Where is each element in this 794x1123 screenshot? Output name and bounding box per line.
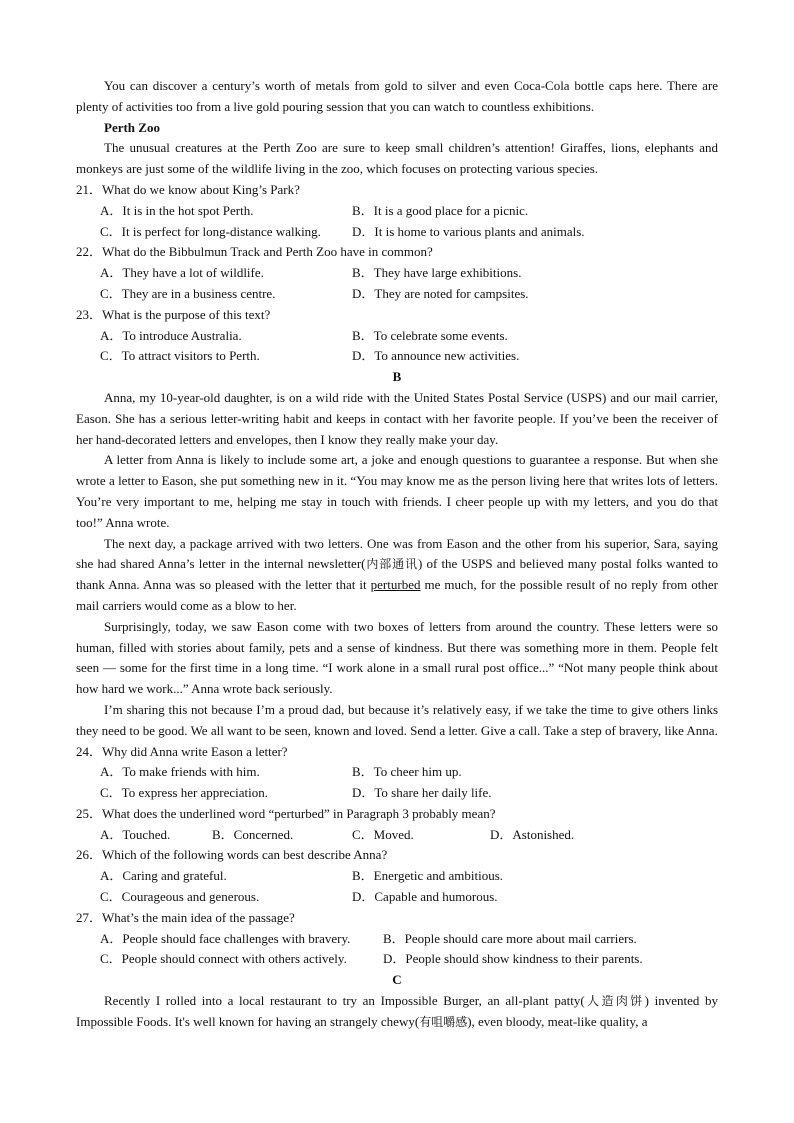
option-c[interactable]: C．They are in a business centre.	[100, 285, 276, 301]
section-b-paragraph-1: Anna, my 10-year-old daughter, is on a wild ride with the United States Postal Service (USPS) and our mail carrier, Eason. She has a serious letter-writing habit and keeps in contact with her favorite people. If you’ve been the receiver of her hand-decorated letters and envelopes, then I know they really make your day.	[76, 389, 718, 447]
question-22	[76, 242, 718, 304]
option-b[interactable]: B．Energetic and ambitious.	[352, 868, 504, 884]
option-b[interactable]: B．Concerned.	[212, 826, 294, 842]
cjk-gloss: 人造肉饼	[584, 994, 645, 1009]
section-c-paragraph-1: Recently I rolled into a local restaurant to try an Impossible Burger, an all-plant patty(人造肉饼) invented by Impossible Foods. It's well known for having an strangely chewy(有咀嚼感), even bloody, meat-like quality, a	[76, 993, 718, 1029]
option-d[interactable]: D．To announce new activities.	[352, 348, 520, 364]
section-b-label: B	[392, 369, 402, 385]
question-23	[76, 305, 718, 367]
option-a[interactable]: A．To introduce Australia.	[100, 327, 242, 343]
option-d[interactable]: D．Astonished.	[490, 826, 575, 842]
option-c[interactable]: C．It is perfect for long-distance walking.	[100, 223, 321, 239]
question-stem: Why did Anna write Eason a letter?	[102, 743, 288, 759]
question-number: 21．	[76, 181, 103, 197]
option-d[interactable]: D．It is home to various plants and animals.	[352, 223, 585, 239]
option-d[interactable]: D．People should show kindness to their parents.	[383, 951, 643, 967]
option-d[interactable]: D．Capable and humorous.	[352, 889, 498, 905]
section-b-paragraph-4: Surprisingly, today, we saw Eason come with two boxes of letters from around the country. These letters were so human, filled with stories about family, pets and a sense of kindness. But there was something more in them. People felt seen — some for the first time in a long time. “I work alone in a small rural post office...” “Not many people think about how hard we work...” Anna wrote back seriously.	[76, 618, 718, 697]
underlined-word: perturbed	[370, 577, 421, 593]
option-c[interactable]: C．Moved.	[352, 826, 414, 842]
question-stem: What does the underlined word “perturbed” in Paragraph 3 probably mean?	[102, 805, 496, 821]
cjk-gloss: 内部通讯	[365, 557, 418, 572]
question-number: 24．	[76, 743, 103, 759]
option-a[interactable]: A．Touched.	[100, 826, 171, 842]
option-b[interactable]: B．To celebrate some events.	[352, 327, 508, 343]
option-c[interactable]: C．To attract visitors to Perth.	[100, 348, 260, 364]
passage-a-zoo-paragraph: The unusual creatures at the Perth Zoo are sure to keep small children’s attention! Giraffes, lions, elephants and monkeys are just some of the wildlife living in the zoo, which focuses on protecting various species.	[76, 140, 718, 177]
question-stem: What’s the main idea of the passage?	[102, 909, 295, 925]
perth-zoo-heading: Perth Zoo	[104, 119, 160, 135]
question-25	[76, 804, 718, 846]
question-24	[76, 742, 718, 804]
section-c-label: C	[392, 972, 402, 988]
cjk-gloss: 有咀嚼感	[419, 1014, 468, 1029]
question-stem: Which of the following words can best describe Anna?	[102, 847, 388, 863]
question-number: 27．	[76, 909, 103, 925]
option-a[interactable]: A．It is in the hot spot Perth.	[100, 202, 254, 218]
question-stem: What do we know about King’s Park?	[102, 181, 300, 197]
option-a[interactable]: A．To make friends with him.	[100, 764, 260, 780]
option-a[interactable]: A．People should face challenges with bravery.	[100, 930, 351, 946]
question-number: 26．	[76, 847, 103, 863]
option-d[interactable]: D．To share her daily life.	[352, 785, 492, 801]
option-c[interactable]: C．To express her appreciation.	[100, 785, 269, 801]
question-26	[76, 845, 718, 907]
question-stem: What is the purpose of this text?	[102, 306, 271, 322]
option-a[interactable]: A．Caring and grateful.	[100, 868, 227, 884]
section-b-paragraph-2: A letter from Anna is likely to include some art, a joke and enough questions to guarantee a response. But when she wrote a letter to Eason, she put something new in it. “You may know me as the person living here that writes lots of letters. You’re very important to me, helping me stay in touch with friends. I cheer people up with my letters, and you do that too!” Anna wrote.	[76, 452, 718, 530]
section-b-paragraph-3: The next day, a package arrived with two letters. One was from Eason and the other from his superior, Sara, saying she had shared Anna’s letter in the internal newsletter(内部通讯) of the USPS and believed many postal folks wanted to thank Anna. Anna was so pleased with the letter that it perturbed me much, for the possible result of no reply from other mail carriers would come as a blow to her.	[76, 535, 718, 613]
option-b[interactable]: B．To cheer him up.	[352, 764, 462, 780]
question-21	[76, 180, 718, 242]
option-c[interactable]: C．Courageous and generous.	[100, 889, 260, 905]
question-number: 23．	[76, 306, 103, 322]
question-number: 25．	[76, 805, 103, 821]
option-b[interactable]: B．People should care more about mail carriers.	[383, 930, 637, 946]
question-number: 22．	[76, 244, 103, 260]
option-b[interactable]: B．They have large exhibitions.	[352, 265, 522, 281]
passage-a-metals-paragraph: You can discover a century’s worth of metals from gold to silver and even Coca-Cola bottle caps here. There are plenty of activities too from a live gold pouring session that you can watch to countless exhibitions.	[76, 78, 718, 114]
page-content	[76, 76, 718, 1033]
section-b-paragraph-5: I’m sharing this not because I’m a proud dad, but because it’s relatively easy, if we take the time to give others links they need to be good. We all want to be seen, known and loved. Send a letter. Give a call. Take a step of bravery, like Anna.	[76, 701, 718, 738]
option-d[interactable]: D．They are noted for campsites.	[352, 285, 529, 301]
option-b[interactable]: B．It is a good place for a picnic.	[352, 202, 529, 218]
option-c[interactable]: C．People should connect with others actively.	[100, 951, 347, 967]
question-27	[76, 908, 718, 970]
question-stem: What do the Bibbulmun Track and Perth Zoo have in common?	[102, 244, 433, 260]
option-a[interactable]: A．They have a lot of wildlife.	[100, 265, 264, 281]
